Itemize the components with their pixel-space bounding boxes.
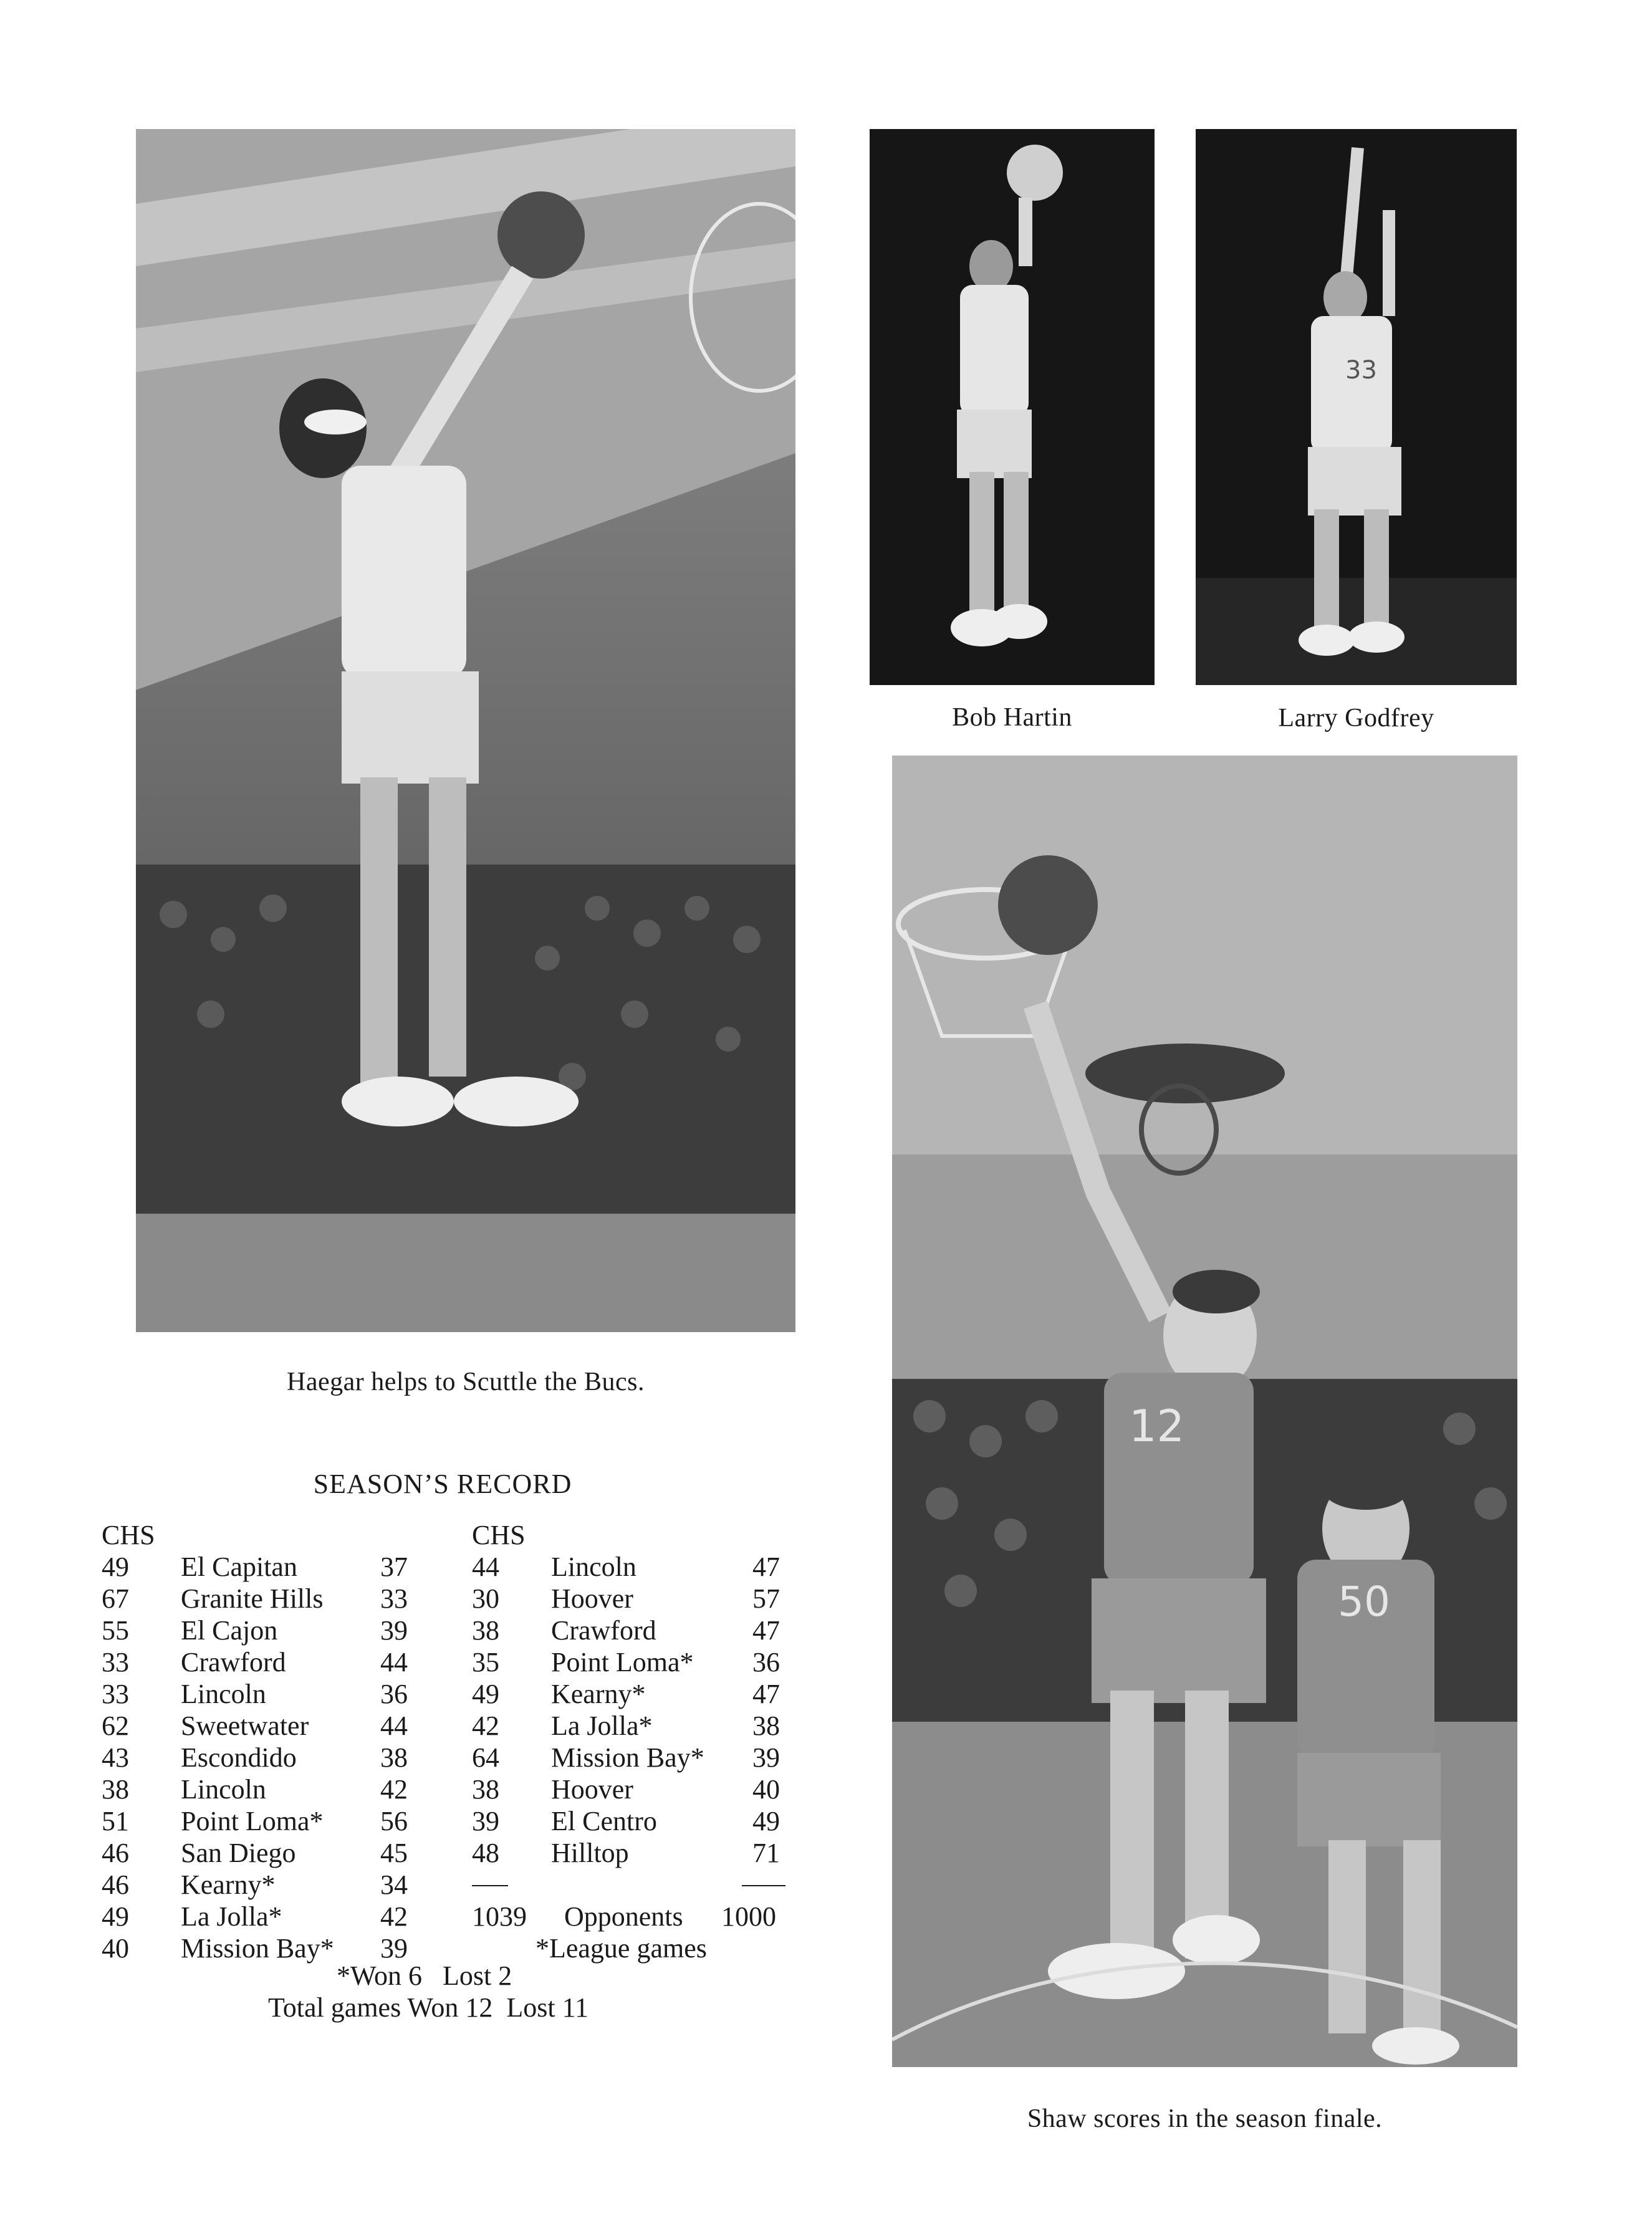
game-row xyxy=(102,1710,426,1742)
opponent-score: 44 xyxy=(380,1711,408,1741)
opponent-name: El Capitan xyxy=(181,1552,297,1582)
right-games-table xyxy=(472,1551,787,1964)
opponent-name: Crawford xyxy=(181,1647,286,1677)
opponent-name: Point Loma* xyxy=(181,1806,324,1836)
chs-score: 33 xyxy=(102,1647,129,1677)
game-row xyxy=(472,1742,787,1773)
opponent-name: El Centro xyxy=(551,1806,657,1836)
chs-score: 43 xyxy=(102,1742,129,1773)
totals-row xyxy=(472,1901,787,1932)
opponent-score: 42 xyxy=(380,1901,408,1932)
separator-line xyxy=(472,1885,508,1886)
photo-haegar-layup xyxy=(136,129,795,1332)
opponent-score: 39 xyxy=(380,1615,408,1646)
game-row xyxy=(102,1773,426,1805)
opponent-score: 39 xyxy=(380,1933,408,1964)
game-row xyxy=(102,1742,426,1773)
photo-haegar-image xyxy=(136,129,795,1332)
game-row xyxy=(102,1837,426,1869)
total-opponents: 1000 xyxy=(721,1901,776,1932)
game-row xyxy=(102,1551,426,1583)
totals-separator-row xyxy=(472,1869,787,1901)
chs-score: 40 xyxy=(102,1933,129,1964)
game-row xyxy=(472,1805,787,1837)
chs-score: 39 xyxy=(472,1806,499,1836)
league-note-row xyxy=(472,1932,787,1964)
game-row xyxy=(472,1551,787,1583)
opponent-score: 34 xyxy=(380,1869,408,1900)
opponent-score: 36 xyxy=(752,1647,780,1677)
svg-text:50: 50 xyxy=(1338,1578,1390,1626)
game-row xyxy=(472,1646,787,1678)
opponent-score: 38 xyxy=(752,1711,780,1741)
photo-bob-hartin-image xyxy=(870,129,1155,685)
chs-score: 38 xyxy=(102,1774,129,1805)
opponent-score: 40 xyxy=(752,1774,780,1805)
opponent-name: Sweetwater xyxy=(181,1711,309,1741)
game-row xyxy=(102,1869,426,1901)
chs-score: 38 xyxy=(472,1774,499,1805)
photo-bob-hartin xyxy=(870,129,1155,685)
opponent-score: 56 xyxy=(380,1806,408,1836)
right-column-header: CHS xyxy=(472,1520,526,1550)
chs-score: 62 xyxy=(102,1711,129,1741)
photo-shaw-image xyxy=(892,756,1517,2067)
caption-haegar: Haegar helps to Scuttle the Bucs. xyxy=(286,1368,645,1396)
opponent-score: 33 xyxy=(380,1583,408,1614)
opponent-name: Escondido xyxy=(181,1742,297,1773)
chs-score: 30 xyxy=(472,1583,499,1614)
caption-larry-godfrey: Larry Godfrey xyxy=(1278,704,1434,732)
chs-score: 51 xyxy=(102,1806,129,1836)
opponent-score: 42 xyxy=(380,1774,408,1805)
chs-score: 46 xyxy=(102,1869,129,1900)
opponent-name: Lincoln xyxy=(551,1552,636,1582)
opponent-score: 37 xyxy=(380,1552,408,1582)
opponent-name: Mission Bay* xyxy=(551,1742,704,1773)
game-row xyxy=(472,1710,787,1742)
game-row xyxy=(102,1805,426,1837)
opponent-name: Kearny* xyxy=(551,1679,646,1709)
game-row xyxy=(472,1773,787,1805)
photo-shaw-scores xyxy=(892,756,1517,2067)
opponent-name: Lincoln xyxy=(181,1679,266,1709)
caption-bob-hartin: Bob Hartin xyxy=(952,703,1072,732)
chs-score: 67 xyxy=(102,1583,129,1614)
opponent-score: 47 xyxy=(752,1615,780,1646)
opponent-name: Hilltop xyxy=(551,1838,629,1868)
game-row xyxy=(102,1583,426,1615)
game-row xyxy=(472,1837,787,1869)
opponent-name: Crawford xyxy=(551,1615,656,1646)
photo-larry-godfrey xyxy=(1196,129,1517,685)
opponent-score: 38 xyxy=(380,1742,408,1773)
game-row xyxy=(102,1901,426,1932)
league-record: *Won 6 Lost 2 xyxy=(337,1960,512,1991)
chs-score: 64 xyxy=(472,1742,499,1773)
chs-score: 49 xyxy=(102,1901,129,1932)
caption-shaw: Shaw scores in the season finale. xyxy=(1027,2104,1383,2133)
game-row xyxy=(102,1678,426,1710)
opponent-name: La Jolla* xyxy=(551,1711,653,1741)
chs-score: 38 xyxy=(472,1615,499,1646)
separator-line xyxy=(742,1885,785,1886)
svg-text:33: 33 xyxy=(1345,356,1377,385)
chs-score: 44 xyxy=(472,1552,499,1582)
opponent-name: Point Loma* xyxy=(551,1647,694,1677)
opponent-name: Mission Bay* xyxy=(181,1933,334,1964)
chs-score: 49 xyxy=(472,1679,499,1709)
opponent-name: Kearny* xyxy=(181,1869,276,1900)
opponent-score: 45 xyxy=(380,1838,408,1868)
totals-label: Opponents xyxy=(564,1901,683,1932)
chs-score: 49 xyxy=(102,1552,129,1582)
left-games-table xyxy=(102,1551,426,1964)
chs-score: 33 xyxy=(102,1679,129,1709)
chs-score: 48 xyxy=(472,1838,499,1868)
opponent-name: Lincoln xyxy=(181,1774,266,1805)
chs-score: 46 xyxy=(102,1838,129,1868)
total-chs: 1039 xyxy=(472,1901,527,1932)
photo-larry-godfrey-image xyxy=(1196,129,1517,685)
game-row xyxy=(102,1615,426,1646)
svg-text:12: 12 xyxy=(1129,1401,1185,1452)
game-row xyxy=(472,1615,787,1646)
total-record: Total games Won 12 Lost 11 xyxy=(268,1992,588,2023)
opponent-score: 47 xyxy=(752,1552,780,1582)
chs-score: 55 xyxy=(102,1615,129,1646)
opponent-name: El Cajon xyxy=(181,1615,278,1646)
opponent-name: Granite Hills xyxy=(181,1583,324,1614)
opponent-name: Hoover xyxy=(551,1774,633,1805)
season-record-title: SEASON’S RECORD xyxy=(313,1469,572,1499)
game-row xyxy=(472,1678,787,1710)
opponent-name: La Jolla* xyxy=(181,1901,282,1932)
opponent-name: San Diego xyxy=(181,1838,296,1868)
chs-score: 35 xyxy=(472,1647,499,1677)
left-column-header: CHS xyxy=(102,1520,155,1550)
opponent-name: Hoover xyxy=(551,1583,633,1614)
opponent-score: 44 xyxy=(380,1647,408,1677)
opponent-score: 47 xyxy=(752,1679,780,1709)
chs-score: 42 xyxy=(472,1711,499,1741)
game-row xyxy=(102,1646,426,1678)
opponent-score: 39 xyxy=(752,1742,780,1773)
game-row xyxy=(472,1583,787,1615)
opponent-score: 71 xyxy=(752,1838,780,1868)
opponent-score: 36 xyxy=(380,1679,408,1709)
league-games-note: *League games xyxy=(535,1933,707,1964)
opponent-score: 49 xyxy=(752,1806,780,1836)
opponent-score: 57 xyxy=(752,1583,780,1614)
